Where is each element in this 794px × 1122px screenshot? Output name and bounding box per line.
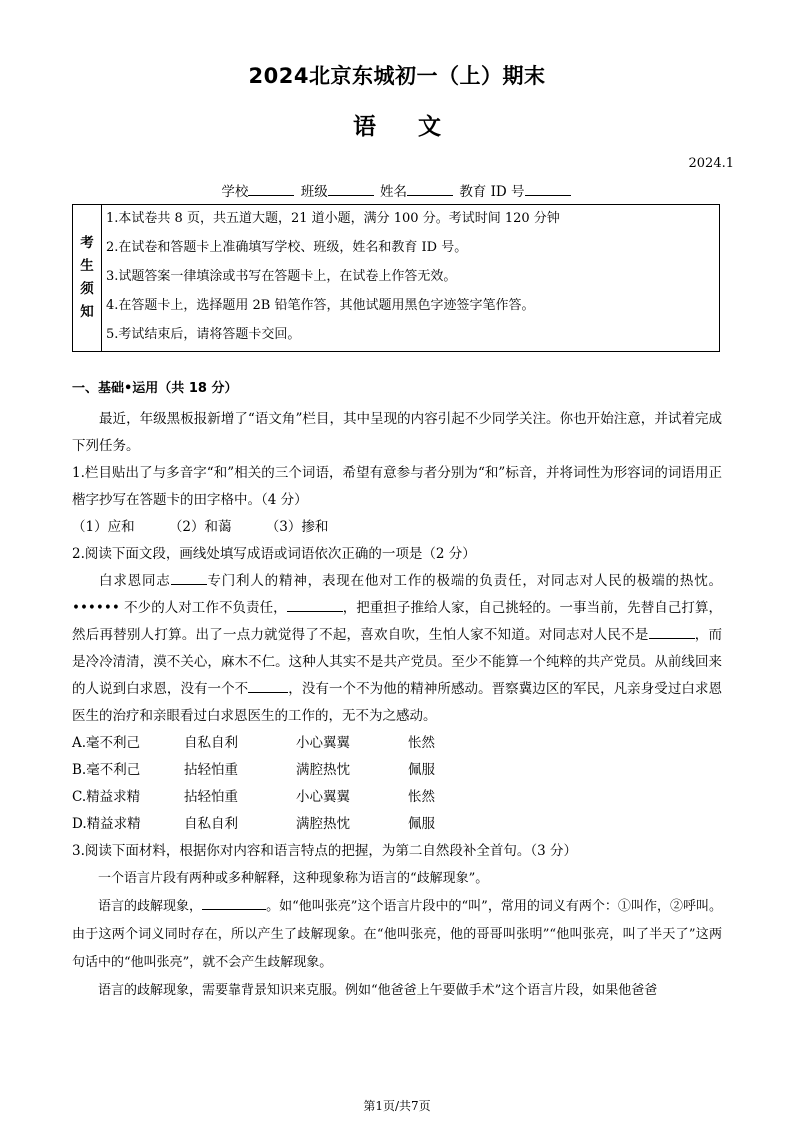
exam-date: 2024.1 (688, 156, 734, 171)
exam-notice-box (72, 204, 720, 352)
q3-blank (202, 895, 266, 910)
q1-option: （2）和蔼 (168, 519, 232, 535)
section-1-title: 一、基础•运用（共 18 分） (72, 381, 238, 396)
blank-4 (248, 678, 288, 693)
student-info-line (0, 180, 794, 200)
blank-2 (287, 597, 343, 612)
question-3-stem: 3.阅读下面材料，根据你对内容和语言特点的把握，为第二自然段补全首句。（3 分） (72, 843, 578, 859)
question-2-passage: 白求恩同志 专门利人的精神，表现在他对工作的极端的负责任，对同志对人民的极端的热忱。•••••• 不少的人对工作不负责任， ，把重担子推给人家，自己挑轻的。一事当前，先替自己打算，然后再替别人打算。出了一点力就觉得了不起，喜欢自吹，生怕人家不知道。对同志对人民不是 ，而是冷冷清清，漠不关心，麻木不仁。这种人其实不是共产党员。至少不能算一个纯粹的共产党员。从前线回来的人说到白求恩，没有一个不 ，没有一个不为他的精神所感动。晋察冀边区的军民，凡亲身受过白求恩医生的治疗和亲眼看过白求恩医生的工作的，无不为之感动。 (72, 568, 722, 730)
subject-title: 语文 (353, 114, 483, 140)
notice-item: 2.在试卷和答题卡上准确填写学校、班级，姓名和教育 ID 号。 (106, 240, 468, 255)
info-name-blank (407, 183, 453, 196)
notice-item: 4.在答题卡上，选择题用 2B 铅笔作答，其他试题用黑色字迹签字笔作答。 (106, 298, 535, 313)
q1-option: （3）掺和 (265, 519, 329, 535)
notice-items (102, 205, 564, 351)
info-id-label: 教育 ID 号 (459, 184, 525, 200)
page-footer: 第1页/共7页 (363, 1099, 431, 1113)
section-1-intro: 最近，年级黑板报新增了“语文角”栏目，其中呈现的内容引起不少同学关注。你也开始注意，并试着完成下列任务。 (72, 411, 722, 454)
blank-1 (171, 570, 207, 585)
blank-3 (649, 624, 695, 639)
info-class-label: 班级 (300, 184, 328, 200)
question-1-options (72, 514, 722, 541)
info-id-blank (525, 183, 571, 196)
notice-item: 3.试题答案一律填涂或书写在答题卡上，在试卷上作答无效。 (106, 269, 457, 284)
q3-material-para-3: 语言的歧解现象，需要靠背景知识来克服。例如“他爸爸上午要做手术”这个语言片段，如果他爸爸 (98, 983, 658, 998)
choice-row-b: B.毫不利己 拈轻怕重 满腔热忱 佩服 (72, 762, 435, 778)
choice-row-c: C.精益求精 拈轻怕重 小心翼翼 怅然 (72, 789, 435, 805)
info-class-blank (328, 183, 374, 196)
notice-heading: 考 生 须 知 (73, 205, 102, 351)
info-name-label: 姓名 (380, 184, 408, 200)
q3-material-para-2: 语言的歧解现象， 。如“他叫张亮”这个语言片段中的“叫”，常用的词义有两个：①叫作，②呼叫。由于这两个词义同时存在，所以产生了歧解现象。在“他叫张亮，他的哥哥叫张明”“他叫张亮，叫了半天了”这两句话中的“他叫张亮”，就不会产生歧解现象。 (72, 893, 722, 977)
question-2-stem: 2.阅读下面文段，画线处填写成语或词语依次正确的一项是（2 分） (72, 546, 476, 562)
question-1-stem: 1.栏目贴出了与多音字“和”相关的三个词语，希望有意参与者分别为“和”标音，并将词性为形容词的词语用正楷字抄写在答题卡的田字格中。（4 分） (72, 465, 722, 508)
section-1 (72, 376, 722, 1005)
choice-row-a: A.毫不利己 自私自利 小心翼翼 怅然 (72, 735, 435, 751)
notice-item: 1.本试卷共 8 页，共五道大题，21 道小题，满分 100 分。考试时间 120 分钟 (106, 211, 560, 226)
info-school-blank (248, 183, 294, 196)
q3-material-para-1: 一个语言片段有两种或多种解释，这种现象称为语言的“歧解现象”。 (98, 871, 489, 886)
q1-option: （1）应和 (72, 519, 135, 535)
notice-item: 5.考试结束后，请将答题卡交回。 (106, 327, 301, 342)
exam-title: 2024北京东城初一（上）期末 (248, 64, 546, 88)
info-school-label: 学校 (221, 184, 249, 200)
choice-row-d: D.精益求精 自私自利 满腔热忱 佩服 (72, 816, 435, 832)
